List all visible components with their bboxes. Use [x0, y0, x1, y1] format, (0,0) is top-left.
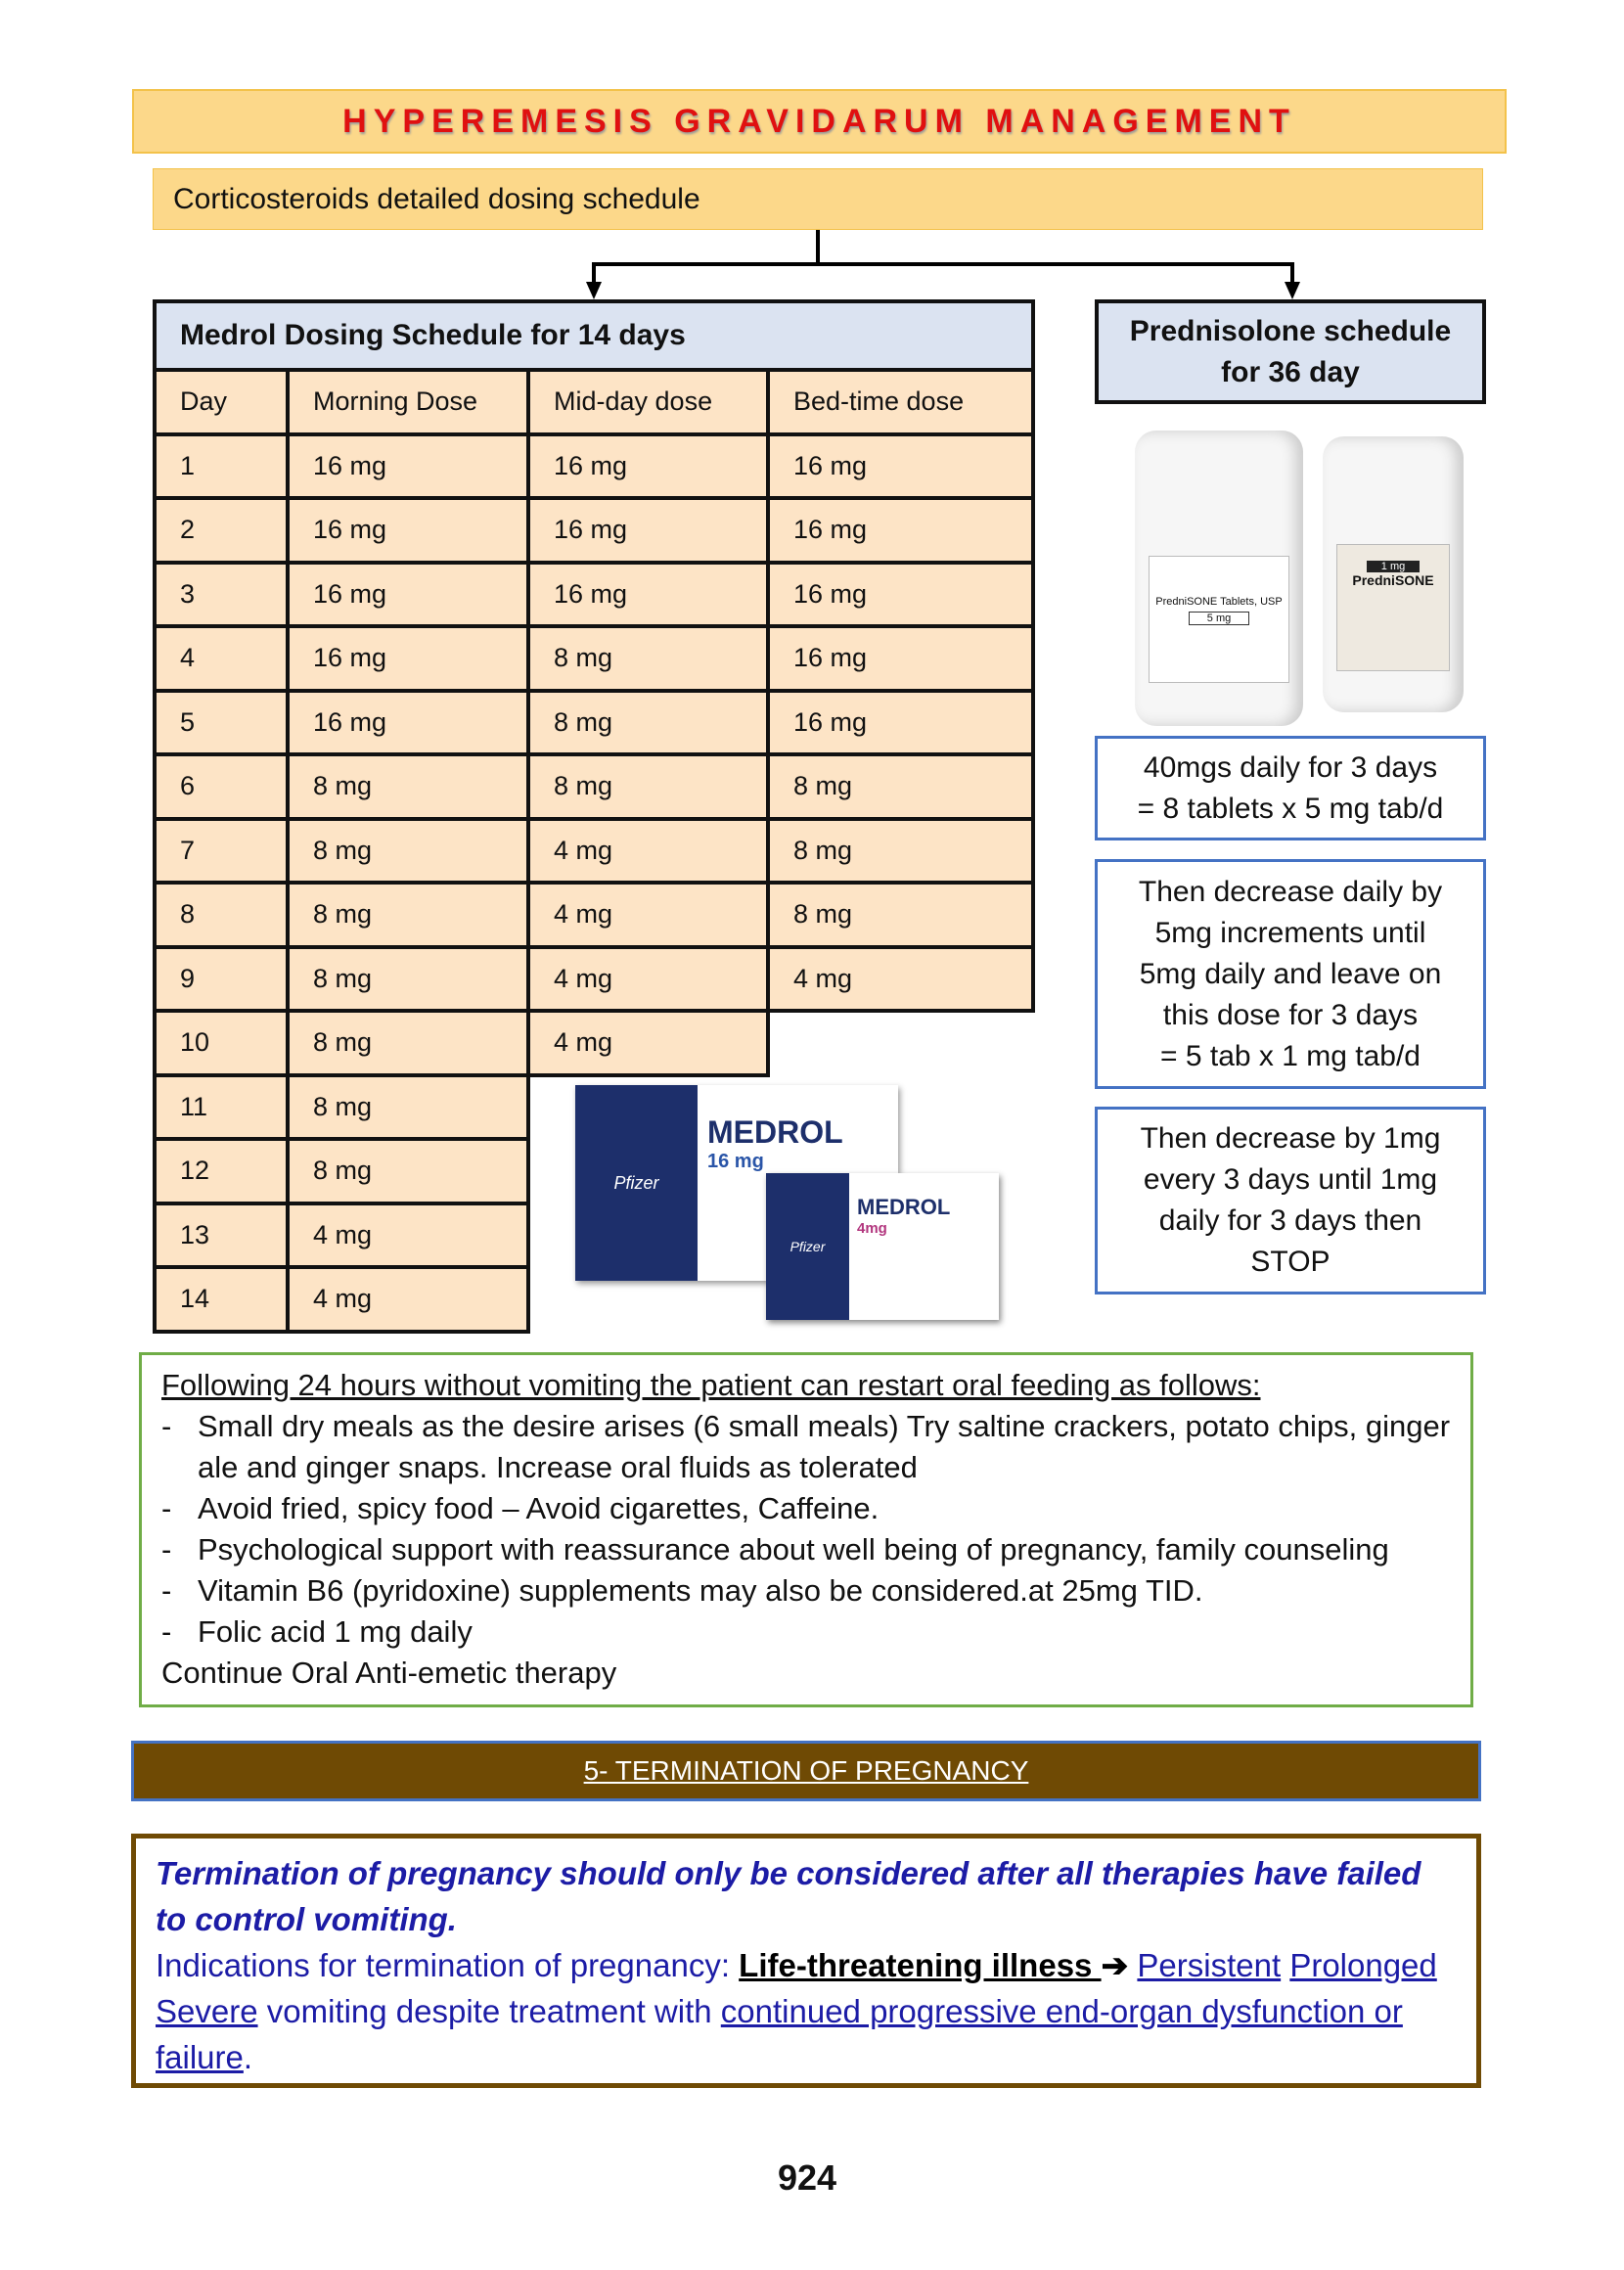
table-cell: 12 — [157, 1141, 290, 1205]
table-cell: 8 — [157, 885, 290, 949]
section-subtitle: Corticosteroids detailed dosing schedule — [153, 168, 1483, 230]
medrol-box-image — [575, 1085, 999, 1322]
bottle-label-area — [1336, 544, 1450, 671]
connector-line — [592, 262, 596, 284]
table-row — [157, 628, 1035, 693]
bottle — [1135, 431, 1303, 726]
table-cell: 8 mg — [530, 756, 770, 821]
list-item — [161, 1406, 1451, 1488]
brand-name: MEDROL — [857, 1195, 951, 1219]
feeding-heading: Following 24 hours without vomiting the patient can restart oral feeding as follows: — [161, 1368, 1261, 1402]
bullet-dash: - — [161, 1573, 172, 1608]
feeding-footer: Continue Oral Anti-emetic therapy — [161, 1656, 617, 1690]
table-cell: 4 mg — [290, 1205, 530, 1270]
table-cell: 8 mg — [770, 756, 1035, 821]
table-cell — [770, 1013, 1035, 1077]
table-cell: 8 mg — [290, 949, 530, 1014]
table-row — [157, 885, 1035, 949]
table-cell: 4 mg — [770, 949, 1035, 1014]
bullet-dash: - — [161, 1409, 172, 1443]
step-text: 40mgs daily for 3 days — [1143, 750, 1438, 784]
table-row — [157, 436, 1035, 501]
indications-text — [156, 1942, 1457, 2080]
arrow-down-icon — [1285, 282, 1300, 299]
bottle-label-area — [1149, 556, 1289, 683]
table-cell: 6 — [157, 756, 290, 821]
table-row — [157, 756, 1035, 821]
section-header: 5- TERMINATION OF PREGNANCY — [131, 1741, 1481, 1801]
list-item-text: Psychological support with reassurance about well being of pregnancy, family counseling — [198, 1532, 1389, 1566]
pfizer-logo: Pfizer — [575, 1085, 698, 1281]
list-item-text: Small dry meals as the desire arises (6 small meals) Try saltine crackers, potato chips, ginger ale and ginger snaps. Increase oral fluids as tolerated — [198, 1409, 1451, 1484]
table-cell: 16 mg — [770, 628, 1035, 693]
table-cell: 16 mg — [530, 436, 770, 501]
table-cell: 16 mg — [290, 693, 530, 757]
step-text: = 5 tab x 1 mg tab/d — [1159, 1039, 1421, 1072]
page-title: HYPEREMESIS GRAVIDARUM MANAGEMENT — [132, 89, 1507, 154]
table-cell: 8 mg — [770, 821, 1035, 885]
column-header: Mid-day dose — [530, 372, 770, 436]
prednisolone-step-1 — [1095, 736, 1486, 840]
table-cell: 16 mg — [770, 436, 1035, 501]
table-cell: 9 — [157, 949, 290, 1014]
table-cell: 16 mg — [290, 565, 530, 629]
step-text: STOP — [1250, 1246, 1331, 1278]
table-cell: 16 mg — [530, 565, 770, 629]
table-cell: 4 mg — [530, 949, 770, 1014]
connector-line — [816, 230, 820, 266]
table-cell: 4 — [157, 628, 290, 693]
prednisolone-step-2 — [1095, 859, 1486, 1089]
step-text: 5mg daily and leave on — [1139, 957, 1442, 990]
table-cell: 8 mg — [290, 885, 530, 949]
table-title: Medrol Dosing Schedule for 14 days — [157, 303, 1035, 372]
pfizer-logo: Pfizer — [766, 1173, 849, 1320]
termination-warning: Termination of pregnancy should only be considered after all therapies have failed to control vomiting. — [156, 1855, 1421, 1937]
table-row — [157, 1013, 1035, 1077]
step-text: this dose for 3 days — [1162, 998, 1419, 1031]
table-cell: 16 mg — [770, 693, 1035, 757]
severe-text: Severe — [156, 1993, 258, 2029]
table-cell: 4 mg — [530, 885, 770, 949]
list-item — [161, 1488, 1451, 1529]
table-cell: 8 mg — [530, 693, 770, 757]
column-header: Bed-time dose — [770, 372, 1035, 436]
table-cell: 4 mg — [530, 1013, 770, 1077]
table-cell: 1 — [157, 436, 290, 501]
list-item — [161, 1612, 1451, 1653]
list-item-text: Vitamin B6 (pyridoxine) supplements may also be considered.at 25mg TID. — [198, 1573, 1203, 1608]
table-cell: 16 mg — [770, 565, 1035, 629]
list-item — [161, 1570, 1451, 1612]
table-cell: 14 — [157, 1269, 290, 1334]
prednisolone-header — [1095, 299, 1486, 404]
bullet-dash: - — [161, 1614, 172, 1649]
table-cell: 16 mg — [290, 628, 530, 693]
bottle — [1323, 436, 1464, 712]
bottle-dose: 5 mg — [1189, 612, 1249, 625]
brand-name: MEDROL — [707, 1114, 843, 1150]
bullet-dash: - — [161, 1491, 172, 1525]
table-cell: 8 mg — [770, 885, 1035, 949]
step-text: = 8 tablets x 5 mg tab/d — [1137, 792, 1444, 825]
dose-label: 4mg — [857, 1220, 887, 1237]
step-text: Then decrease by 1mg — [1140, 1122, 1441, 1155]
bottle-label: PredniSONE — [1352, 572, 1434, 588]
termination-box — [131, 1834, 1481, 2088]
table-cell: 4 mg — [290, 1269, 530, 1334]
table-cell: 5 — [157, 693, 290, 757]
table-row — [157, 821, 1035, 885]
table-row — [157, 500, 1035, 565]
table-cell: 11 — [157, 1077, 290, 1142]
table-row — [157, 693, 1035, 757]
page-number: 924 — [777, 2157, 837, 2198]
table-cell: 8 mg — [290, 821, 530, 885]
step-text: daily for 3 days then — [1158, 1204, 1422, 1237]
table-cell: 8 mg — [290, 1013, 530, 1077]
table-row — [157, 565, 1035, 629]
arrow-right-icon: ➔ — [1101, 1947, 1129, 1983]
table-cell: 16 mg — [770, 500, 1035, 565]
period: . — [243, 2039, 253, 2075]
end-organ-text: continued progressive end-organ dysfunction or failure — [156, 1993, 1403, 2075]
bottle-label: PredniSONE Tablets, USP — [1155, 596, 1283, 608]
table-cell: 7 — [157, 821, 290, 885]
table-row — [157, 949, 1035, 1014]
dose-label: 16 mg — [707, 1151, 764, 1172]
persistent-text: Persistent — [1137, 1947, 1282, 1983]
column-header: Day — [157, 372, 290, 436]
arrow-down-icon — [586, 282, 602, 299]
bottle-dose: 1 mg — [1367, 561, 1420, 572]
table-cell: 4 mg — [530, 821, 770, 885]
prolonged-text: Prolonged — [1289, 1947, 1437, 1983]
list-item-text: Folic acid 1 mg daily — [198, 1614, 473, 1649]
connector-line — [592, 262, 1294, 266]
table-cell: 16 mg — [530, 500, 770, 565]
step-text: Then decrease daily by — [1138, 875, 1443, 908]
table-cell: 8 mg — [290, 1141, 530, 1205]
table-cell: 10 — [157, 1013, 290, 1077]
list-item-text: Avoid fried, spicy food – Avoid cigarettes, Caffeine. — [198, 1491, 880, 1525]
table-cell: 2 — [157, 500, 290, 565]
middle-text: vomiting despite treatment with — [257, 1993, 721, 2029]
step-text: every 3 days until 1mg — [1143, 1163, 1438, 1196]
table-cell: 8 mg — [290, 756, 530, 821]
header-line: for 36 day — [1221, 355, 1360, 388]
medrol-box-small — [766, 1173, 999, 1320]
table-header-row — [157, 372, 1035, 436]
table-cell: 8 mg — [290, 1077, 530, 1142]
life-threatening-text: Life-threatening illness — [739, 1947, 1102, 1983]
prednisone-bottles-image — [1135, 431, 1467, 726]
indications-label: Indications for termination of pregnancy: — [156, 1947, 740, 1983]
prednisolone-step-3 — [1095, 1107, 1486, 1294]
column-header: Morning Dose — [290, 372, 530, 436]
table-cell: 16 mg — [290, 436, 530, 501]
table-cell: 13 — [157, 1205, 290, 1270]
step-text: 5mg increments until — [1154, 916, 1426, 949]
bullet-dash: - — [161, 1532, 172, 1566]
list-item — [161, 1529, 1451, 1570]
table-cell: 3 — [157, 565, 290, 629]
table-cell: 16 mg — [290, 500, 530, 565]
oral-feeding-box — [139, 1352, 1473, 1707]
table-cell: 8 mg — [530, 628, 770, 693]
connector-line — [1290, 262, 1294, 284]
header-line: Prednisolone schedule — [1129, 314, 1452, 347]
